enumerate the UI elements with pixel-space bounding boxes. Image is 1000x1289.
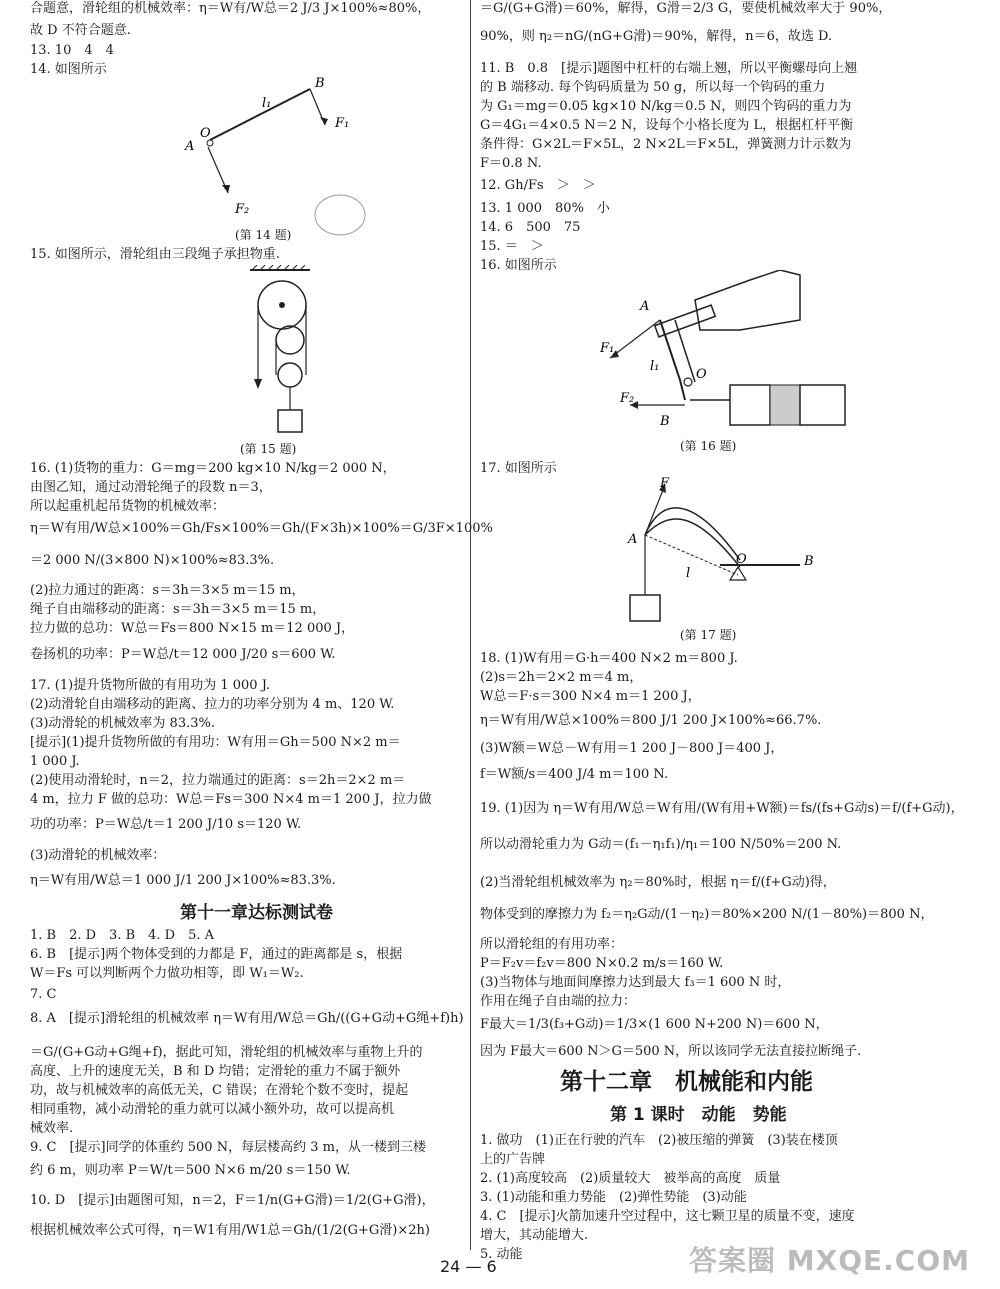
left-text-line: 1 000 J. (30, 754, 80, 769)
f16-label-f2: F₂ (620, 391, 635, 406)
right-text-line: 所以动滑轮重力为 G动＝(f₁－η₁f₁)/η₁＝100 N/50%＝200 N. (480, 837, 842, 852)
left-text-line: [提示](1)提升货物所做的有用功：W有用＝Gh＝500 N×2 m＝ (30, 735, 401, 750)
right-text-line: (2)s＝2h＝2×2 m＝4 m， (480, 670, 643, 685)
f14-label-a: A (185, 139, 195, 154)
left-text-line: (3)动滑轮的机械效率： (30, 848, 166, 863)
left-text-line: 6. B [提示]两个物体受到的力都是 F，通过的距离都是 s，根据 (30, 947, 403, 962)
right-text-line: F最大＝1/3(f₃+G动)＝1/3×(1 600 N+200 N)＝600 N， (480, 1017, 829, 1032)
f17-label-l: l (686, 566, 691, 581)
right-text-line: 上的广告牌 (480, 1152, 546, 1167)
left-text-line: 功的功率：P＝W总/t＝1 200 J/10 s＝120 W. (30, 817, 302, 832)
left-text-line: 17. (1)提升货物所做的有用功为 1 000 J. (30, 678, 271, 693)
left-text-line: 械效率. (30, 1121, 74, 1136)
f16-label-o: O (696, 367, 707, 382)
heading-lesson1: 第 1 课时 动能 势能 (610, 1105, 787, 1125)
left-text-line: 4 m，拉力 F 做的总功：W总＝Fs＝300 N×4 m＝1 200 J，拉力做 (30, 792, 432, 807)
right-text-line: 物体受到的摩擦力为 f₂＝η₂G动/(1－η₂)＝80%×200 N/(1－80%)＝800 N， (480, 907, 934, 922)
figure-17 (620, 475, 820, 625)
f14-label-f2: F₂ (235, 202, 250, 217)
f16-label-b: B (660, 414, 670, 429)
left-text-line: 10. D [提示]由题图可知，n＝2，F＝1/n(G+G滑)＝1/2(G+G滑)， (30, 1193, 435, 1208)
f16-label-l1: l₁ (650, 359, 660, 374)
right-text-line: F＝0.8 N. (480, 156, 542, 171)
left-text-line: 8. A [提示]滑轮组的机械效率 η＝W有用/W总＝Gh/((G+G动+G绳+f)h) (30, 1011, 464, 1026)
right-text-line: f＝W额/s＝400 J/4 m＝100 N. (480, 767, 669, 782)
right-text-line: 3. (1)动能和重力势能 (2)弹性势能 (3)动能 (480, 1190, 747, 1205)
f16-caption: (第 16 题) (680, 439, 737, 453)
left-text-line: 约 6 m，则功率 P＝W/t＝500 N×6 m/20 s＝150 W. (30, 1163, 351, 1178)
right-text-line: 16. 如图所示 (480, 258, 557, 273)
stamp-image (310, 190, 370, 240)
right-text-line: 90%，则 η₂＝nG/(nG+G滑)＝90%，解得，n＝6，故选 D. (480, 29, 833, 44)
f14-label-f1: F₁ (335, 116, 350, 131)
right-text-line: 18. (1)W有用＝G·h＝400 N×2 m＝800 J. (480, 651, 738, 666)
left-text-line: 高度、上升的速度无关，B 和 D 均错；定滑轮的重力不属于额外 (30, 1064, 401, 1079)
watermark-logo: 答案圈 MXQE.COM (689, 1244, 970, 1277)
right-text-line: ＝G/(G+G滑)＝60%，解得，G滑＝2/3 G，要使机械效率大于 90%， (480, 1, 892, 16)
right-text-line: 15. ＝ ＞ (480, 239, 544, 254)
heading-chapter12: 第十二章 机械能和内能 (560, 1069, 813, 1095)
figure-16 (600, 270, 850, 435)
left-text-line: 所以起重机起吊货物的机械效率： (30, 499, 226, 514)
right-text-line: 因为 F最大＝600 N＞G＝500 N，所以该同学无法直接拉断绳子. (480, 1044, 862, 1059)
right-text-line: P＝F₂v＝f₂v＝800 N×0.2 m/s＝160 W. (480, 956, 724, 971)
left-text-line: (2)使用动滑轮时，n＝2，拉力端通过的距离：s＝2h＝2×2 m＝ (30, 773, 406, 788)
right-text-line: 5. 动能 (480, 1247, 523, 1262)
left-text-line: ＝2 000 N/(3×800 N)×100%≈83.3%. (30, 553, 275, 568)
f16-label-f1: F₁ (600, 341, 615, 356)
right-text-line: 2. (1)高度较高 (2)质量较大 被举高的高度 质量 (480, 1171, 781, 1186)
f17-label-o: O (736, 552, 747, 567)
left-text-line: 根据机械效率公式可得，η＝W1有用/W1总＝Gh/(1/2(G+G滑)×2h) (30, 1223, 430, 1238)
f14-caption: (第 14 题) (235, 228, 292, 242)
left-text-line: 由图乙知，通过动滑轮绳子的段数 n＝3， (30, 480, 272, 495)
left-text-line: η＝W有用/W总＝1 000 J/1 200 J×100%≈83.3%. (30, 873, 336, 888)
left-text-line: 1. B 2. D 3. B 4. D 5. A (30, 928, 215, 943)
heading-chapter11-test: 第十一章达标测试卷 (180, 903, 333, 923)
left-text-line: 功，故与机械效率的高低无关，C 错误；在滑轮个数不变时，提起 (30, 1083, 409, 1098)
right-text-line: 为 G₁＝mg＝0.05 kg×10 N/kg＝0.5 N，则四个钩码的重力为 (480, 99, 852, 114)
left-text-line: 卷扬机的功率：P＝W总/t＝12 000 J/20 s＝600 W. (30, 647, 336, 662)
right-text-line: 14. 6 500 75 (480, 220, 581, 235)
right-text-line: 4. C [提示]火箭加速升空过程中，这七颗卫星的质量不变，速度 (480, 1209, 855, 1224)
left-text-line: (3)动滑轮的机械效率为 83.3%. (30, 716, 215, 731)
left-text-line: 合题意，滑轮组的机械效率：η＝W有/W总＝2 J/3 J×100%≈80%， (30, 1, 431, 16)
f14-label-l1: l₁ (262, 96, 272, 111)
left-text-line: 16. (1)货物的重力：G＝mg＝200 kg×10 N/kg＝2 000 N， (30, 461, 396, 476)
right-text-line: (2)当滑轮组机械效率为 η₂＝80%时，根据 η＝f/(f+G动)得， (480, 875, 836, 890)
right-text-line: (3)W额＝W总－W有用＝1 200 J－800 J＝400 J， (480, 741, 784, 756)
right-text-line: η＝W有用/W总×100%＝800 J/1 200 J×100%≈66.7%. (480, 713, 822, 728)
f14-label-o: O (200, 126, 211, 141)
left-text-line: η＝W有用/W总×100%＝Gh/Fs×100%＝Gh/(F×3h)×100%＝G/3F×100% (30, 521, 493, 536)
right-text-line: 的 B 端移动. 每个钩码质量为 50 g，所以每一个钩码的重力 (480, 80, 826, 95)
right-text-line: (3)当物体与地面间摩擦力达到最大 f₃＝1 600 N 时， (480, 975, 791, 990)
left-text-line: 13. 10 4 4 (30, 43, 114, 58)
left-text-line: 拉力做的总功：W总＝Fs＝800 N×15 m＝12 000 J， (30, 621, 355, 636)
right-text-line: 1. 做功 (1)正在行驶的汽车 (2)被压缩的弹簧 (3)装在楼顶 (480, 1133, 838, 1148)
f15-caption: (第 15 题) (240, 442, 297, 456)
left-text-line: ＝G/(G+G动+G绳+f)，据此可知，滑轮组的机械效率与重物上升的 (30, 1045, 423, 1060)
left-text-line: (2)动滑轮自由端移动的距离、拉力的功率分别为 4 m、120 W. (30, 697, 395, 712)
f14-label-b: B (315, 76, 325, 91)
left-text-line: 故 D 不符合题意. (30, 23, 131, 38)
right-text-line: 作用在绳子自由端的拉力： (480, 994, 637, 1009)
left-text-line: (2)拉力通过的距离：s＝3h＝3×5 m＝15 m， (30, 583, 305, 598)
left-text-line: W＝Fs 可以判断两个力做功相等，即 W₁＝W₂. (30, 966, 304, 981)
left-text-line: 14. 如图所示 (30, 62, 107, 77)
right-text-line: 增大，其动能增大. (480, 1228, 589, 1243)
left-text-line: 7. C (30, 987, 57, 1002)
f17-label-f: F (660, 476, 670, 491)
figure-15 (230, 265, 330, 440)
f17-label-b: B (804, 554, 814, 569)
right-text-line: 17. 如图所示 (480, 461, 557, 476)
column-divider (470, 0, 471, 1250)
right-text-line: W总＝F·s＝300 N×4 m＝1 200 J， (480, 689, 701, 704)
right-text-line: 12. Gh/Fs ＞ ＞ (480, 178, 596, 193)
left-text-line: 绳子自由端移动的距离：s＝3h＝3×5 m＝15 m， (30, 602, 326, 617)
f17-label-a: A (628, 532, 638, 547)
right-text-line: 所以滑轮组的有用功率： (480, 937, 624, 952)
f17-caption: (第 17 题) (680, 628, 737, 642)
right-text-line: 13. 1 000 80% 小 (480, 201, 610, 216)
left-text-line: 15. 如图所示，滑轮组由三段绳子承担物重. (30, 247, 280, 262)
right-text-line: 19. (1)因为 η＝W有用/W总＝W有用/(W有用+W额)＝fs/(fs+G动s)＝f/(f+G动)， (480, 801, 964, 816)
right-text-line: 条件得：G×2L＝F×5L，2 N×2L＝F×5L，弹簧测力计示数为 (480, 137, 852, 152)
page-number: 24 — 6 (440, 1257, 497, 1276)
left-text-line: 相同重物，减小动滑轮的重力就可以减小额外功，故可以提高机 (30, 1102, 395, 1117)
f16-label-a: A (640, 299, 650, 314)
left-text-line: 9. C [提示]同学的体重约 500 N，每层楼高约 3 m，从一楼到三楼 (30, 1140, 426, 1155)
right-text-line: G＝4G₁＝4×0.5 N＝2 N，设每个小格长度为 L，根据杠杆平衡 (480, 118, 854, 133)
right-text-line: 11. B 0.8 [提示]题图中杠杆的右端上翘，所以平衡螺母向上翘 (480, 61, 858, 76)
